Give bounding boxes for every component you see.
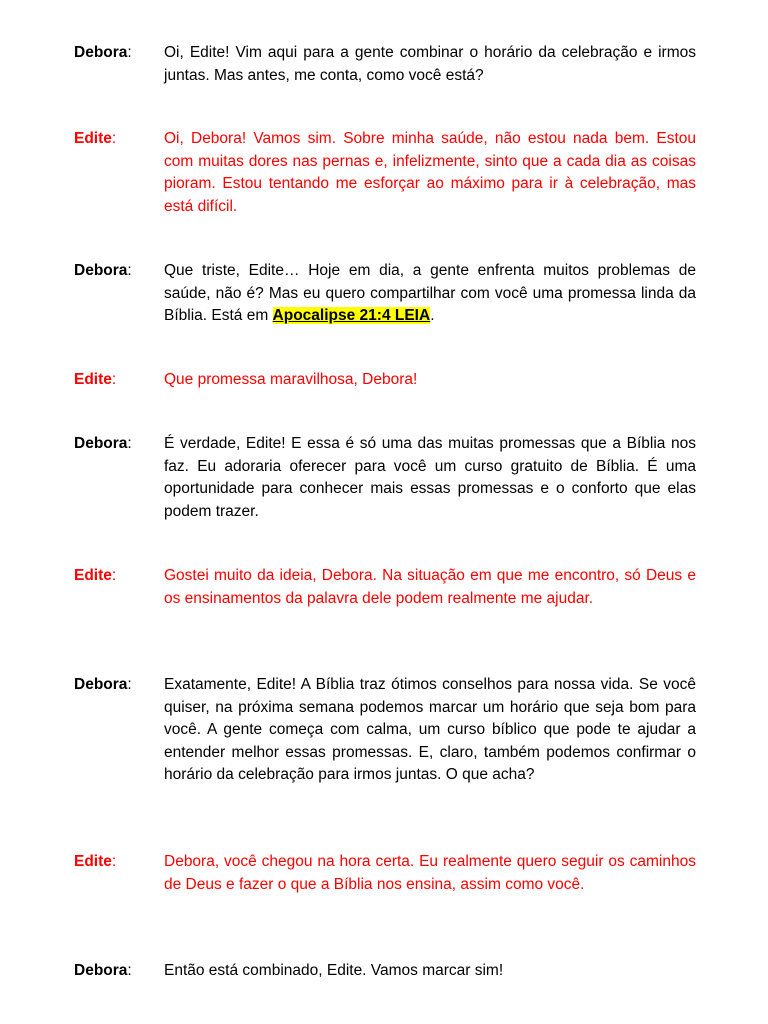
dialogue-turn-debora-1 [74, 42, 696, 87]
speaker-label: Debora: [74, 676, 132, 693]
speaker-label: Debora: [74, 44, 132, 61]
speaker-label: Debora: [74, 262, 132, 279]
dialogue-text: Que triste, Edite… Hoje em dia, a gente enfrenta muitos problemas de saúde, não é? Mas eu quero compartilhar com você uma promessa linda da Bíblia. Está em Apocalipse 21:4 LEIA. [164, 262, 696, 325]
dialogue-turn-debora-2 [74, 260, 696, 328]
speaker-label: Debora: [74, 962, 132, 979]
dialogue-turn-edite-2 [74, 369, 696, 392]
speaker-label: Edite: [74, 567, 117, 584]
speaker-label: Edite: [74, 371, 117, 388]
dialogue-turn-edite-4 [74, 851, 696, 896]
dialogue-text: Oi, Debora! Vamos sim. Sobre minha saúde, não estou nada bem. Estou com muitas dores nas pernas e, infelizmente, sinto que a cada dia as coisas pioram. Estou tentando me esforçar ao máximo para ir à celebração, mas está difícil. [164, 130, 696, 215]
dialogue-text: Oi, Edite! Vim aqui para a gente combinar o horário da celebração e irmos juntas. Mas antes, me conta, como você está? [164, 44, 696, 84]
dialogue-turn-debora-4 [74, 674, 696, 787]
dialogue-text: Gostei muito da ideia, Debora. Na situação em que me encontro, só Deus e os ensinamentos da palavra dele podem realmente me ajudar. [164, 567, 696, 607]
dialogue-text: É verdade, Edite! E essa é só uma das muitas promessas que a Bíblia nos faz. Eu adoraria oferecer para você um curso gratuito de Bíblia. É uma oportunidade para conhecer mais essas promessas e o conforto que elas podem trazer. [164, 435, 696, 520]
dialogue-text: Então está combinado, Edite. Vamos marcar sim! [164, 962, 504, 979]
speaker-label: Debora: [74, 435, 132, 452]
dialogue-text: Que promessa maravilhosa, Debora! [164, 371, 418, 388]
dialogue-text: Debora, você chegou na hora certa. Eu realmente quero seguir os caminhos de Deus e fazer o que a Bíblia nos ensina, assim como você. [164, 853, 696, 893]
dialogue-turn-edite-3 [74, 565, 696, 610]
dialogue-turn-debora-5 [74, 960, 696, 983]
dialogue-turn-debora-3 [74, 433, 696, 523]
bible-verse-highlight: Apocalipse 21:4 LEIA [272, 307, 431, 325]
dialogue-text: Exatamente, Edite! A Bíblia traz ótimos conselhos para nossa vida. Se você quiser, na próxima semana podemos marcar um horário que seja bom para você. A gente começa com calma, um curso bíblico que pode te ajudar a entender melhor essas promessas. E, claro, também podemos confirmar o horário da celebração para irmos juntas. O que acha? [164, 676, 696, 784]
speaker-label: Edite: [74, 853, 117, 870]
dialogue-turn-edite-1 [74, 128, 696, 218]
speaker-label: Edite: [74, 130, 117, 147]
